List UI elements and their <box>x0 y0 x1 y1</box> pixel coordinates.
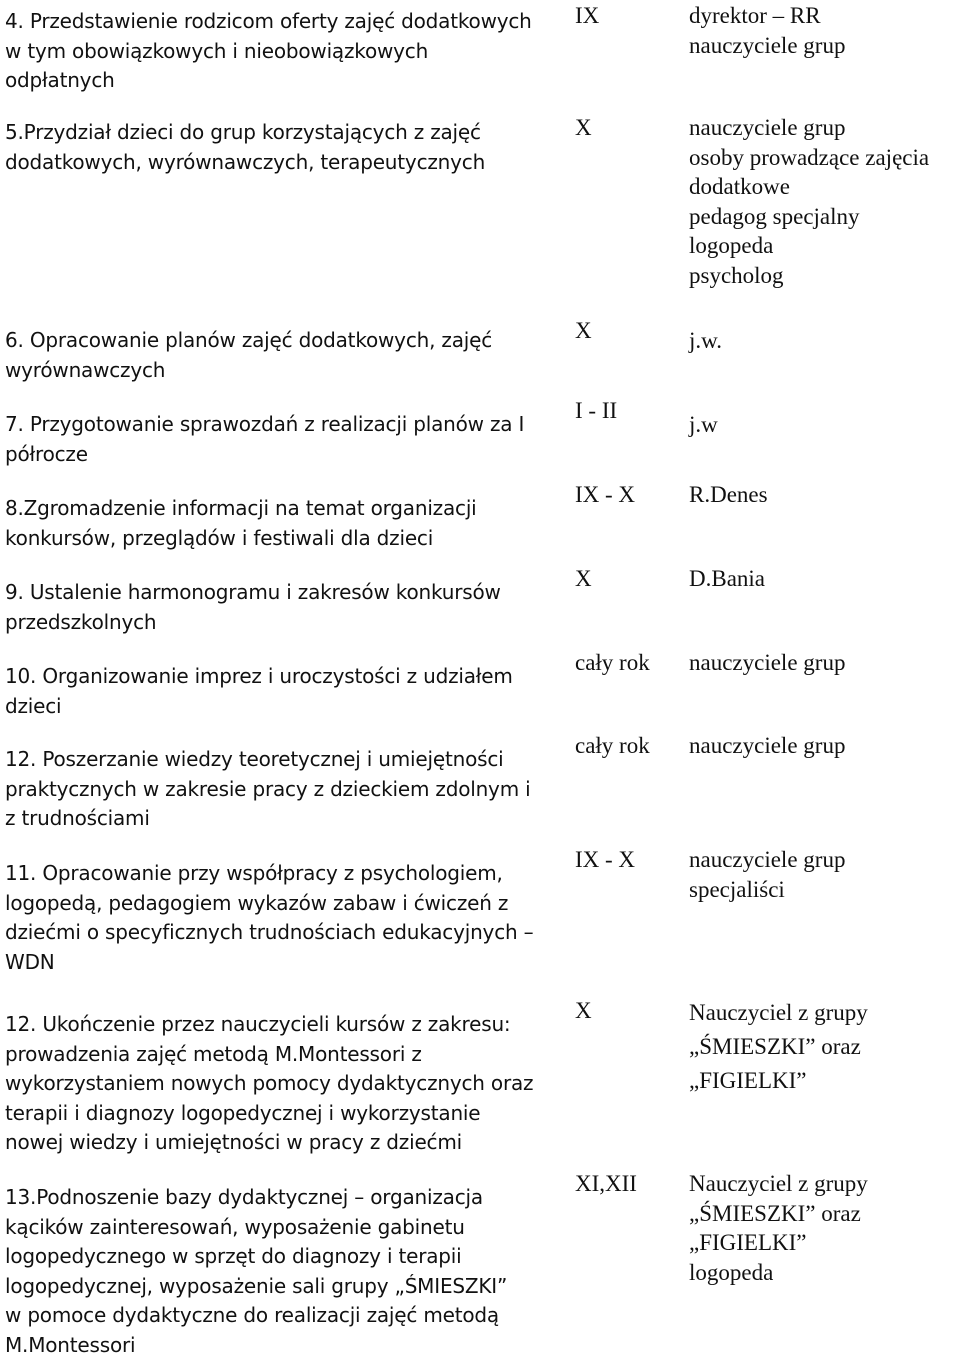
task-cell: 11. Opracowanie przy współpracy z psychologiem, logopedą, pedagogiem wykazów zabaw i ćwiczeń z dziećmi o specyficznych trudnościach edukacyjnych – WDN <box>5 861 534 974</box>
term-cell: I - II <box>575 398 618 423</box>
term-cell: cały rok <box>575 733 650 758</box>
term-cell: XI,XII <box>575 1171 637 1196</box>
term-cell: X <box>575 998 592 1023</box>
term-cell: IX - X <box>575 482 636 507</box>
responsible-cell: nauczyciele grup <box>689 650 846 675</box>
responsible-cell: j.w. <box>689 328 723 353</box>
responsible-cell: j.w <box>689 412 718 437</box>
task-cell: 7. Przygotowanie sprawozdań z realizacji planów za I półrocze <box>5 412 525 466</box>
term-cell: cały rok <box>575 650 650 675</box>
task-cell: 10. Organizowanie imprez i uroczystości z udziałem dzieci <box>5 664 513 718</box>
task-cell: 4. Przedstawienie rodzicom oferty zajęć dodatkowych w tym obowiązkowych i nieobowiązkowych odpłatnych <box>5 9 532 93</box>
task-cell: 8.Zgromadzenie informacji na temat organizacji konkursów, przeglądów i festiwali dla dzieci <box>5 496 477 550</box>
term-cell: X <box>575 318 592 343</box>
task-cell: 12. Poszerzanie wiedzy teoretycznej i umiejętności praktycznych w zakresie pracy z dzieckiem zdolnym i z trudnościami <box>5 747 531 831</box>
responsible-cell: Nauczyciel z grupy „ŚMIESZKI” oraz „FIGIELKI” <box>689 1000 868 1093</box>
responsible-cell: nauczyciele grup <box>689 733 846 758</box>
responsible-cell: dyrektor – RR nauczyciele grup <box>689 3 846 58</box>
responsible-cell: D.Bania <box>689 566 766 591</box>
responsible-cell: Nauczyciel z grupy „ŚMIESZKI” oraz „FIGIELKI” logopeda <box>689 1171 868 1285</box>
responsible-cell: nauczyciele grup osoby prowadzące zajęcia dodatkowe pedagog specjalny logopeda psycholog <box>689 115 930 288</box>
task-cell: 13.Podnoszenie bazy dydaktycznej – organizacja kącików zainteresowań, wyposażenie gabinetu logopedycznego w sprzęt do diagnozy i terapii logopedycznej, wyposażenie sali grupy „ŚMIESZKI” w pomoce dydaktyczne do realizacji zajęć metodą M.Montessori <box>5 1185 508 1357</box>
responsible-cell: nauczyciele grup specjaliści <box>689 847 846 902</box>
term-cell: IX - X <box>575 847 636 872</box>
term-cell: X <box>575 566 592 591</box>
task-cell: 5.Przydział dzieci do grup korzystających z zajęć dodatkowych, wyrównawczych, terapeutycznych <box>5 120 486 174</box>
term-cell: X <box>575 115 592 140</box>
task-cell: 12. Ukończenie przez nauczycieli kursów z zakresu: prowadzenia zajęć metodą M.Montessori z wykorzystaniem nowych pomocy dydaktycznych oraz terapii i diagnozy logopedycznej i wykorzystanie nowej wiedzy i umiejętności w pracy z dziećmi <box>5 1012 534 1155</box>
task-cell: 9. Ustalenie harmonogramu i zakresów konkursów przedszkolnych <box>5 580 501 634</box>
task-cell: 6. Opracowanie planów zajęć dodatkowych, zajęć wyrównawczych <box>5 328 493 382</box>
term-cell: IX <box>575 3 600 28</box>
responsible-cell: R.Denes <box>689 482 768 507</box>
